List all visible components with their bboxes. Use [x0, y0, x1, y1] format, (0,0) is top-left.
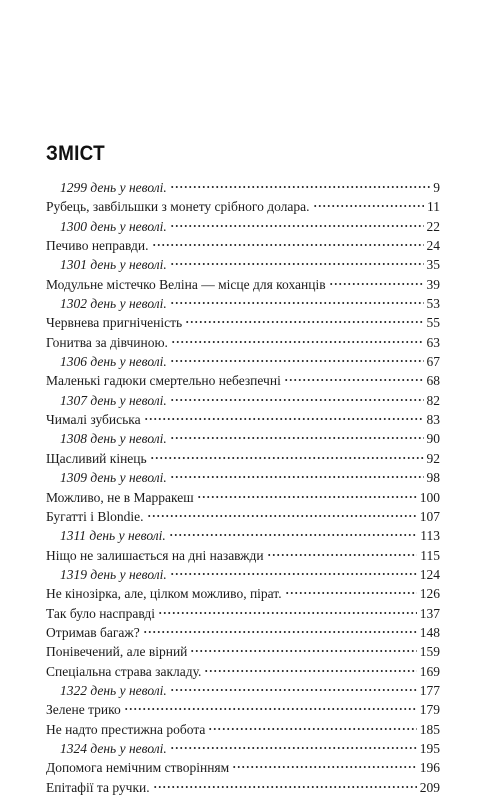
toc-entry-page-number: 68 [426, 373, 440, 389]
toc-entry-page-number: 195 [419, 740, 440, 756]
toc-entry [46, 662, 440, 681]
toc-entry-page-number: 177 [419, 682, 440, 698]
toc-entry-title: Спеціальна страва закладу. [46, 663, 202, 679]
toc-entry [46, 333, 440, 352]
toc-entry [46, 255, 440, 274]
toc-entry-page-number: 98 [426, 470, 440, 486]
dot-leader [152, 243, 424, 247]
toc-entry-title: Рубець, завбільшки з монету срібного долара. [46, 199, 310, 215]
dot-leader [144, 417, 424, 421]
toc-entry-title: Зелене трико [46, 702, 121, 718]
dot-leader [170, 262, 424, 266]
toc-entry-page-number: 92 [426, 450, 440, 466]
toc-entry-page-number: 35 [426, 257, 440, 273]
toc-entry-title: 1319 день у неволі. [60, 566, 167, 582]
dot-leader [208, 727, 416, 731]
dot-leader [284, 378, 424, 382]
toc-entry-page-number: 196 [419, 760, 440, 776]
toc-entry [46, 565, 440, 584]
dot-leader [170, 688, 417, 692]
toc-entry-title: 1299 день у неволі. [60, 180, 167, 195]
dot-leader [197, 495, 417, 499]
dot-leader [147, 514, 417, 518]
toc-list [46, 178, 440, 797]
toc-entry-page-number: 159 [419, 644, 440, 660]
toc-entry-title: Червнева пригніченість [46, 315, 183, 331]
dot-leader [169, 533, 418, 537]
toc-entry-page-number: 24 [426, 238, 440, 254]
toc-entry-page-number: 53 [426, 296, 440, 312]
dot-leader [285, 591, 417, 595]
toc-entry-page-number: 107 [419, 508, 440, 524]
toc-entry-page-number: 55 [426, 315, 440, 331]
dot-leader [170, 398, 424, 402]
toc-entry-title: 1311 день у неволі. [60, 528, 166, 544]
toc-entry [46, 352, 440, 371]
toc-entry-title: Ніщо не залишається на дні назавжди [46, 547, 264, 563]
dot-leader [185, 320, 423, 324]
toc-entry-title: Епітафії та ручки. [46, 779, 150, 795]
toc-entry [46, 391, 440, 410]
toc-entry [46, 623, 440, 642]
toc-entry-title: Маленькі гадюки смертельно небезпечні [46, 373, 281, 389]
toc-entry-title: 1307 день у неволі. [60, 392, 167, 408]
toc-entry-title: Щасливий кінець [46, 450, 147, 466]
dot-leader [170, 185, 431, 189]
toc-entry [46, 371, 440, 390]
toc-entry-page-number: 185 [419, 721, 440, 737]
toc-entry-page-number: 82 [426, 392, 440, 408]
toc-entry-page-number: 100 [419, 489, 440, 505]
dot-leader [329, 282, 424, 286]
toc-entry [46, 681, 440, 700]
dot-leader [170, 475, 424, 479]
dot-leader [143, 630, 417, 634]
toc-entry [46, 429, 440, 448]
toc-entry-title: Не кінозірка, але, цілком можливо, пірат. [46, 586, 282, 602]
dot-leader [170, 301, 424, 305]
dot-leader [190, 649, 416, 653]
toc-entry-title: 1322 день у неволі. [60, 682, 167, 698]
toc-entry-page-number: 67 [426, 354, 440, 370]
toc-entry [46, 449, 440, 468]
toc-entry [46, 468, 440, 487]
toc-entry-title: 1308 день у неволі. [60, 431, 167, 447]
toc-entry [46, 758, 440, 777]
toc-entry [46, 778, 440, 797]
toc-entry [46, 197, 440, 216]
dot-leader [313, 204, 425, 208]
toc-entry [46, 507, 440, 526]
dot-leader [158, 611, 417, 615]
toc-entry-title: Можливо, не в Марракеш [46, 489, 194, 505]
dot-leader [170, 359, 424, 363]
toc-entry-page-number: 148 [419, 624, 440, 640]
toc-entry-page-number: 179 [419, 702, 440, 718]
toc-heading: ЗМІСТ [46, 142, 105, 165]
toc-entry-page-number: 124 [419, 566, 440, 582]
toc-entry-page-number: 90 [426, 431, 440, 447]
toc-entry-title: 1309 день у неволі. [60, 470, 167, 486]
toc-entry [46, 604, 440, 623]
toc-entry-title: Печиво неправди. [46, 238, 149, 254]
toc-entry [46, 642, 440, 661]
toc-entry-title: Модульне містечко Веліна — місце для коханців [46, 276, 326, 292]
toc-entry-title: Так було насправді [46, 605, 156, 621]
dot-leader [150, 456, 424, 460]
toc-entry [46, 275, 440, 294]
toc-entry-page-number: 115 [420, 547, 440, 563]
toc-entry-title: Чималі зубиська [46, 412, 141, 428]
toc-entry-page-number: 169 [419, 663, 440, 679]
toc-entry [46, 584, 440, 603]
toc-entry [46, 739, 440, 758]
toc-entry [46, 526, 440, 545]
toc-entry [46, 720, 440, 739]
toc-entry-title: Гонитва за дівчиною. [46, 334, 168, 350]
toc-entry-title: Бугатті і Blondie. [46, 508, 144, 524]
toc-entry [46, 410, 440, 429]
dot-leader [153, 785, 417, 789]
toc-entry-title: Понівечений, але вірний [46, 644, 188, 660]
toc-entry-page-number: 137 [419, 605, 440, 621]
dot-leader [170, 436, 424, 440]
toc-entry-page-number: 126 [419, 586, 440, 602]
toc-entry-page-number: 83 [426, 412, 440, 428]
toc-entry-title: 1306 день у неволі. [60, 354, 167, 370]
toc-entry-title: Отримав багаж? [46, 624, 140, 640]
toc-entry-title: 1324 день у неволі. [60, 740, 167, 756]
dot-leader [171, 340, 424, 344]
toc-entry [46, 236, 440, 255]
toc-entry-page-number: 39 [426, 276, 440, 292]
dot-leader [232, 765, 417, 769]
toc-entry-page-number: 63 [426, 334, 440, 350]
toc-entry-page-number: 9 [433, 180, 440, 195]
toc-entry-title: Не надто престижна робота [46, 721, 206, 737]
toc-entry [46, 178, 440, 197]
toc-entry-page-number: 11 [427, 199, 440, 215]
dot-leader [267, 553, 418, 557]
toc-entry-title: 1300 день у неволі. [60, 218, 167, 234]
toc-entry [46, 294, 440, 313]
toc-entry-title: 1302 день у неволі. [60, 296, 167, 312]
toc-entry [46, 217, 440, 236]
dot-leader [204, 669, 416, 673]
toc-entry-title: 1301 день у неволі. [60, 257, 167, 273]
dot-leader [170, 572, 417, 576]
toc-entry-title: Допомога немічним створінням [46, 760, 230, 776]
toc-entry [46, 700, 440, 719]
dot-leader [124, 707, 417, 711]
toc-entry [46, 313, 440, 332]
toc-entry-page-number: 209 [419, 779, 440, 795]
toc-entry-page-number: 113 [420, 528, 440, 544]
dot-leader [170, 746, 417, 750]
toc-entry [46, 488, 440, 507]
toc-entry [46, 546, 440, 565]
toc-entry-page-number: 22 [426, 218, 440, 234]
dot-leader [170, 224, 424, 228]
